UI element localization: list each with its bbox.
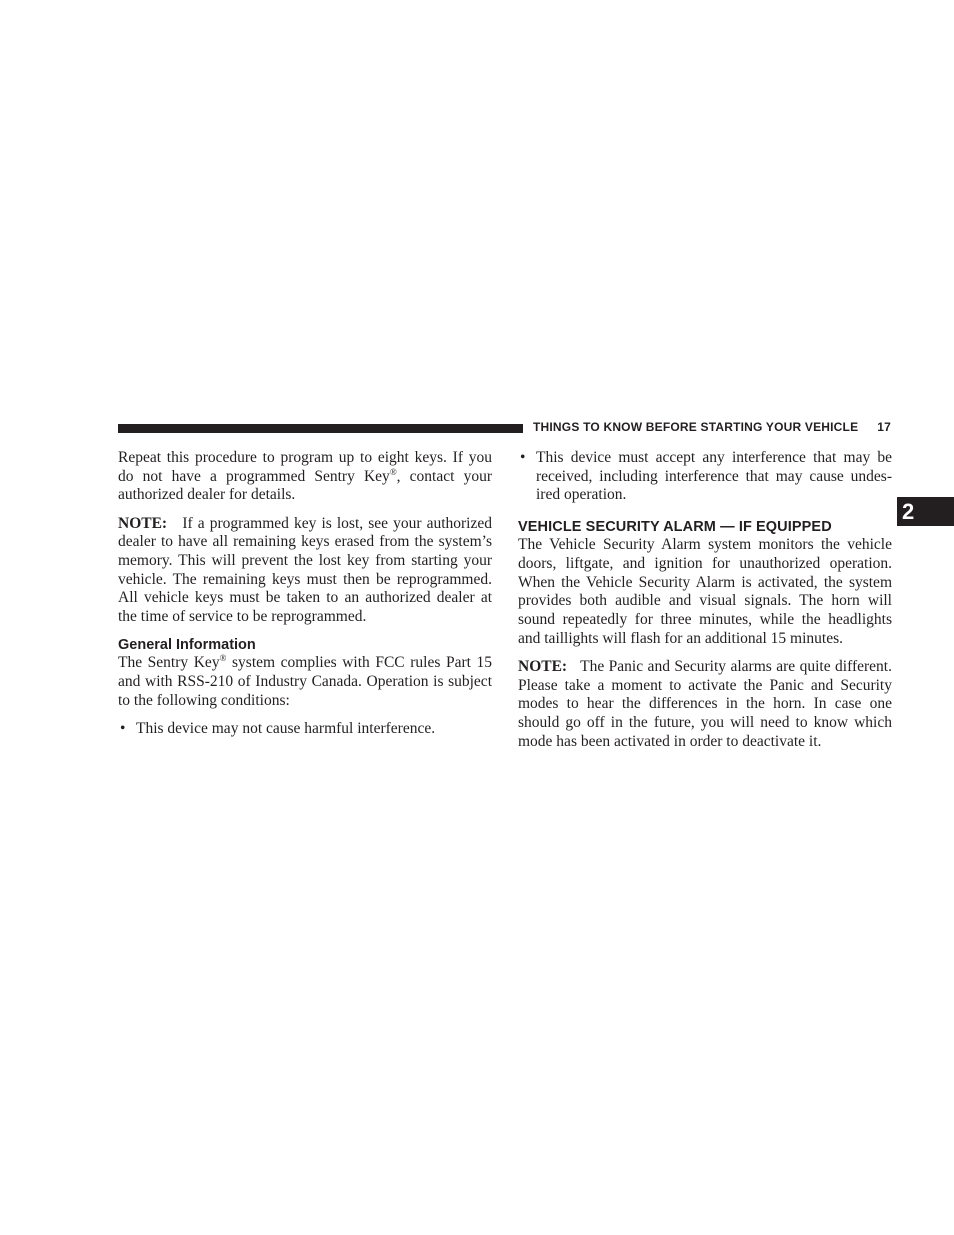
security-alarm-heading: VEHICLE SECURITY ALARM — IF EQUIPPED [518,519,832,536]
intro-paragraph: Repeat this procedure to program up to eight keys. If you do not have a programmed Sentry Key®, contact your authorized dealer for details. [118,449,492,504]
bullet-icon: • [120,719,126,737]
header-rule [118,424,523,433]
note-paragraph: NOTE: The Panic and Security alarms are quite different. Please take a moment to activate the Panic and Security modes to hear the differences in the horn. In case one should go off in the future, you will need to know which mode has been activated in order to deactivate it. [518,657,892,750]
security-alarm-paragraph: The Vehicle Security Alarm system monitors the vehicle doors, liftgate, and ignition for unauthorized operation. When the Vehicle Security Alarm is activated, the system provides both audible and visual signals. The horn will sound repeatedly for three minutes, while the headlights and taillights will flash for an additional 15 minutes. [518,536,892,647]
running-header [533,420,891,434]
list-item: • This device must accept any interference that may be received, including interference that may cause undesired operation. [520,449,892,504]
left-column [118,449,492,748]
right-column [518,449,892,761]
note-label: NOTE: [118,514,168,532]
bullet-icon: • [520,449,526,466]
page-number: 17 [877,420,891,434]
chapter-tab: 2 [897,497,954,526]
note-paragraph: NOTE: If a programmed key is lost, see your authorized dealer to have all remaining keys erased from the system’s memory. This will prevent the lost key from starting your vehicle. The remaining keys must then be reprogrammed. All vehicle keys must be taken to an authorized dealer at the time of service to be reprogrammed. [118,514,492,626]
general-information-heading: General Information [118,637,256,654]
general-information-paragraph: The Sentry Key® system complies with FCC rules Part 15 and with RSS-210 of Industry Canada. Operation is subject to the following conditions: [118,653,493,709]
note-label: NOTE: [518,657,568,675]
section-title: THINGS TO KNOW BEFORE STARTING YOUR VEHICLE [533,420,859,434]
list-item: • This device may not cause harmful interference. [120,719,436,737]
